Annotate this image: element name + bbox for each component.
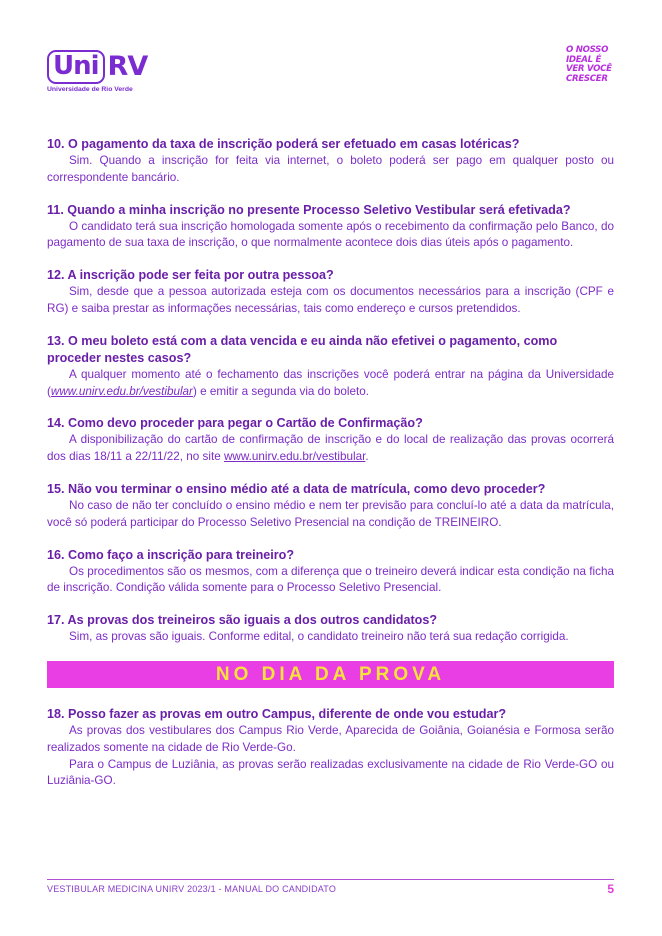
faq-answer: Os procedimentos são os mesmos, com a diferença que o treineiro deverá indicar esta condição na ficha de inscrição. Condição válida somente para o Processo Seletivo Presencial. — [47, 564, 614, 595]
slogan-line: O NOSSO — [566, 45, 609, 55]
logo-rv-mark: RV — [107, 51, 148, 82]
faq-item — [47, 415, 614, 466]
slogan-line: CRESCER — [566, 73, 608, 84]
faq-item — [47, 612, 614, 646]
faq-question: 10. O pagamento da taxa de inscrição poderá ser efetuado em casas lotéricas? — [47, 137, 520, 151]
faq-answer: Sim, as provas são iguais. Conforme edital, o candidato treineiro não terá sua redação corrigida. — [69, 630, 569, 644]
faq-item — [47, 333, 614, 401]
vestibular-link[interactable]: www.unirv.edu.br/vestibular — [50, 384, 193, 398]
answer-text: . — [365, 450, 369, 464]
faq-question: 17. As provas dos treineiros são iguais a dos outros candidatos? — [47, 613, 438, 628]
faq-item — [47, 202, 614, 253]
faq-question: 12. A inscrição pode ser feita por outra pessoa? — [47, 268, 334, 283]
page-footer — [47, 879, 614, 896]
faq-item — [47, 481, 614, 532]
footer-text: VESTIBULAR MEDICINA UNIRV 2023/1 - MANUAL DO CANDIDATO — [47, 884, 337, 894]
faq-content — [47, 136, 614, 805]
faq-question: 13. O meu boleto está com a data vencida e eu ainda não efetivei o pagamento, como proceder nestes casos? — [47, 333, 558, 365]
faq-question: 16. Como faço a inscrição para treineiro? — [47, 547, 295, 562]
answer-text: A disponibilização do cartão de confirmação de inscrição e do local de realização das provas ocorrerá dos dias 18/11 a 22/11/22, no site — [47, 433, 614, 464]
faq-item — [47, 547, 614, 598]
faq-answer: No caso de não ter concluído o ensino médio e nem ter previsão para concluí-lo até a data da matrícula, você só poderá participar do Processo Seletivo Presencial na condição de TREINEIRO. — [47, 498, 614, 529]
answer-text: ) e emitir a segunda via do boleto. — [192, 384, 370, 398]
faq-question: 15. Não vou terminar o ensino médio até a data de matrícula, como devo proceder? — [47, 481, 546, 496]
faq-answer: O candidato terá sua inscrição homologada somente após o recebimento da confirmação pelo Banco, do pagamento de sua taxa de inscrição, o que normalmente acontece dois dias úteis após o pagamento. — [47, 219, 614, 250]
slogan-line: IDEAL É — [566, 54, 602, 65]
faq-question: 11. Quando a minha inscrição no presente Processo Seletivo Vestibular será efetivada? — [47, 202, 571, 217]
page-number: 5 — [607, 882, 614, 896]
logo-uni-mark: Uni — [47, 50, 105, 84]
slogan-line: VER VOCÊ — [566, 64, 612, 74]
faq-item — [47, 136, 614, 187]
faq-question: 18. Posso fazer as provas em outro Campus, diferente de onde vou estudar? — [47, 706, 507, 721]
slogan-badge — [566, 46, 614, 84]
faq-answer: As provas dos vestibulares dos Campus Rio Verde, Aparecida de Goiânia, Goianésia e Formosa serão realizados somente na cidade de Rio Verde-Go. — [47, 723, 614, 754]
faq-answer — [47, 367, 614, 401]
logo-subtitle: Universidade de Rio Verde — [47, 86, 133, 93]
faq-answer: Para o Campus de Luziânia, as provas serão realizadas exclusivamente na cidade de Rio Verde-GO ou Luziânia-GO. — [47, 757, 614, 788]
unirv-logo — [47, 50, 147, 93]
answer-text: A qualquer momento até o fechamento das inscrições você poderá entrar na página da Universidade ( — [47, 367, 614, 398]
faq-answer — [47, 432, 614, 466]
section-banner-title: NO DIA DA PROVA — [215, 663, 446, 685]
faq-item — [47, 267, 614, 318]
faq-answer: Sim. Quando a inscrição for feita via internet, o boleto poderá ser pago em qualquer posto ou correspondente bancário. — [47, 154, 614, 184]
faq-question: 14. Como devo proceder para pegar o Cartão de Confirmação? — [47, 416, 423, 431]
vestibular-link[interactable]: www.unirv.edu.br/vestibular — [223, 450, 366, 464]
section-banner — [47, 661, 614, 688]
faq-item — [47, 706, 614, 790]
faq-answer: Sim, desde que a pessoa autorizada esteja com os documentos necessários para a inscrição (CPF e RG) e saiba prestar as informações necessárias, tais como endereço e cursos pretendidos. — [47, 285, 614, 315]
